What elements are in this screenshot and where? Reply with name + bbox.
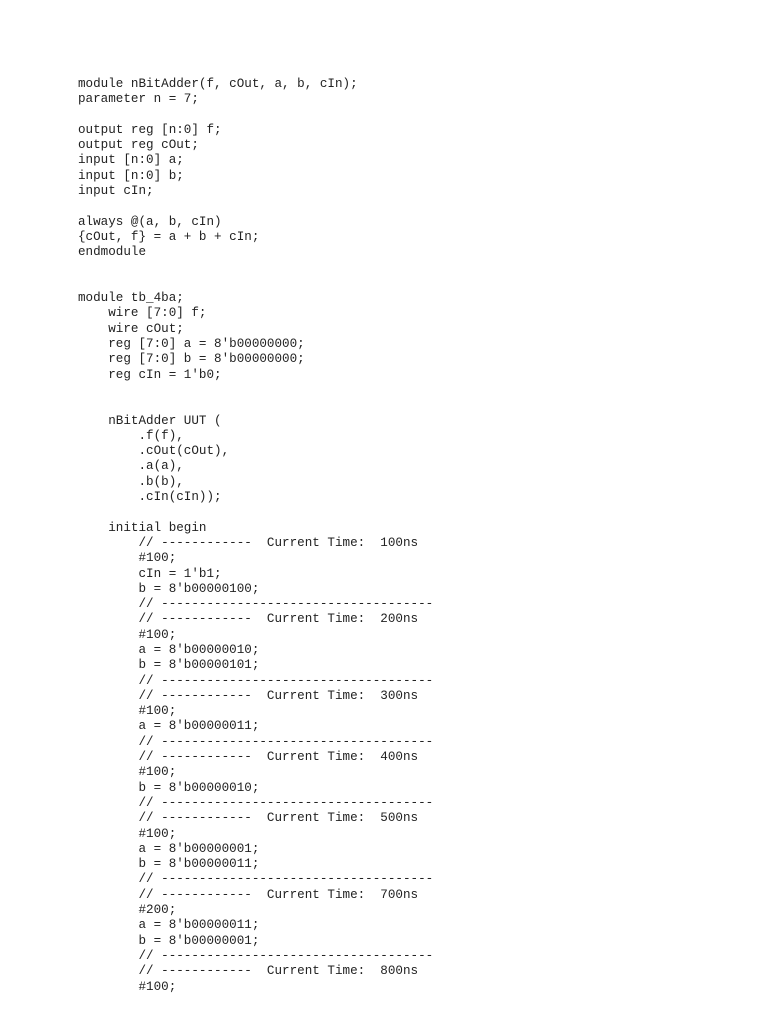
code-line: // ------------ Current Time: 800ns <box>78 964 419 979</box>
code-line <box>78 108 433 123</box>
code-line: #100; <box>78 704 177 719</box>
code-line: #100; <box>78 551 177 566</box>
code-line: .cOut(cOut), <box>78 444 230 459</box>
code-line: cIn = 1'b1; <box>78 566 222 581</box>
code-line: always @(a, b, cIn) <box>78 214 222 229</box>
code-line: a = 8'b00000001; <box>78 841 260 856</box>
code-line <box>78 383 433 398</box>
code-line: module nBitAdder(f, cOut, a, b, cIn); <box>78 77 358 91</box>
code-line: #100; <box>78 979 177 994</box>
code-line: b = 8'b00000001; <box>78 933 260 948</box>
code-line: output reg cOut; <box>78 138 199 153</box>
code-line: b = 8'b00000011; <box>78 857 260 872</box>
code-line: input [n:0] a; <box>78 153 184 168</box>
code-line: a = 8'b00000011; <box>78 918 260 933</box>
code-line: // ------------ Current Time: 500ns <box>78 811 419 826</box>
code-line: // ------------------------------------ <box>78 673 434 688</box>
code-line <box>78 505 433 520</box>
code-line: b = 8'b00000010; <box>78 780 260 795</box>
code-line: wire [7:0] f; <box>78 306 207 321</box>
code-line: #100; <box>78 765 177 780</box>
code-line: parameter n = 7; <box>78 92 199 107</box>
code-line: b = 8'b00000101; <box>78 658 260 673</box>
code-line: // ------------------------------------ <box>78 597 434 612</box>
code-line: nBitAdder UUT ( <box>78 413 222 428</box>
code-line: // ------------ Current Time: 300ns <box>78 688 419 703</box>
code-listing <box>78 77 433 995</box>
code-line: endmodule <box>78 245 147 260</box>
code-line: {cOut, f} = a + b + cIn; <box>78 229 260 244</box>
code-line: reg [7:0] a = 8'b00000000; <box>78 337 305 352</box>
code-line <box>78 199 433 214</box>
code-line: #200; <box>78 903 177 918</box>
code-line: #100; <box>78 627 177 642</box>
code-line: input cIn; <box>78 184 154 199</box>
code-line: a = 8'b00000010; <box>78 642 260 657</box>
code-line <box>78 398 433 413</box>
code-line <box>78 261 433 276</box>
code-line: #100; <box>78 826 177 841</box>
code-line: // ------------------------------------ <box>78 872 434 887</box>
code-line: .b(b), <box>78 474 184 489</box>
code-line: .cIn(cIn)); <box>78 490 222 505</box>
code-line <box>78 276 433 291</box>
code-line: .a(a), <box>78 459 184 474</box>
code-line: // ------------ Current Time: 400ns <box>78 750 419 765</box>
code-line: // ------------ Current Time: 100ns <box>78 535 419 550</box>
code-line: output reg [n:0] f; <box>78 122 222 137</box>
code-line: wire cOut; <box>78 321 184 336</box>
code-line: b = 8'b00000100; <box>78 581 260 596</box>
code-line: // ------------------------------------ <box>78 948 434 963</box>
code-line: input [n:0] b; <box>78 168 184 183</box>
code-line: // ------------ Current Time: 200ns <box>78 612 419 627</box>
code-line: // ------------------------------------ <box>78 795 434 810</box>
code-line: .f(f), <box>78 428 184 443</box>
code-line: // ------------ Current Time: 700ns <box>78 887 419 902</box>
code-line: initial begin <box>78 520 207 535</box>
code-line: reg [7:0] b = 8'b00000000; <box>78 352 305 367</box>
code-line: a = 8'b00000011; <box>78 719 260 734</box>
code-line: module tb_4ba; <box>78 291 184 306</box>
code-line: reg cIn = 1'b0; <box>78 367 222 382</box>
code-line: // ------------------------------------ <box>78 734 434 749</box>
